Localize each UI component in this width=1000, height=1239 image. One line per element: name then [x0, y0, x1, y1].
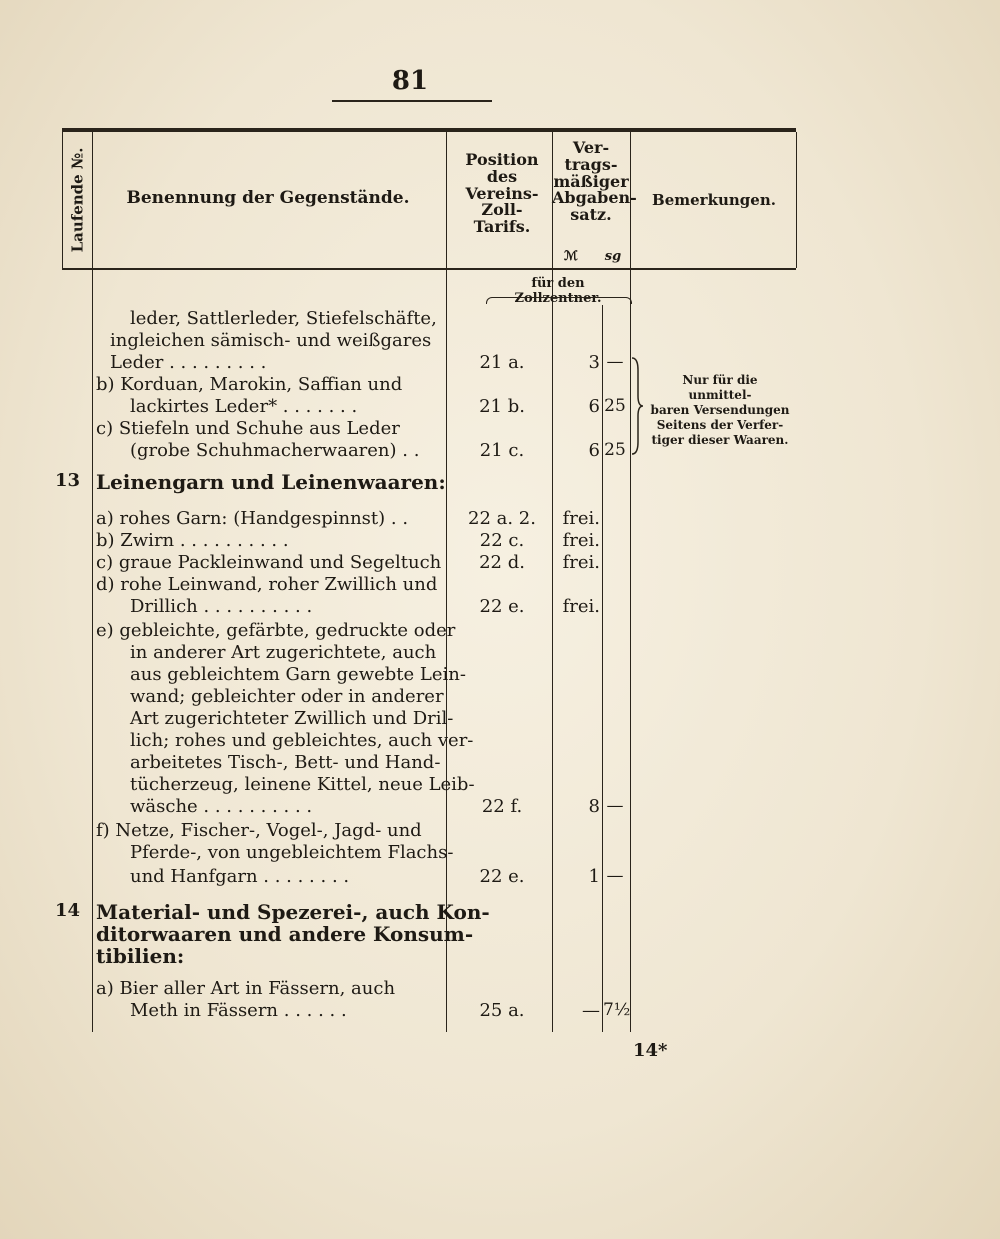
header-position: [452, 152, 552, 236]
item-text: aus gebleichtem Garn gewebte Lein-: [130, 664, 466, 685]
item-text: wäsche . . . . . . . . . .: [130, 796, 313, 817]
header-bemerkungen: Bemerkungen.: [652, 191, 776, 209]
item-text: e) gebleichte, gefärbte, gedruckte oder: [96, 620, 456, 641]
item-text: leder, Sattlerleder, Stiefelschäfte,: [130, 308, 437, 329]
item-text: b) Korduan, Marokin, Saffian und: [96, 374, 403, 395]
row-number: 14: [54, 900, 80, 921]
tariff-position: 22 d.: [479, 552, 525, 573]
header-line: trags-: [564, 154, 618, 174]
unit-note: für den Zollzentner.: [514, 276, 602, 306]
rate-silbergroschen: 25: [604, 440, 626, 460]
item-text: a) rohes Garn: (Handgespinnst) . .: [96, 508, 409, 529]
header-line: Ver-: [572, 138, 610, 157]
header-unit-sgr: sg: [604, 249, 622, 264]
page-number: 81: [391, 66, 429, 96]
header-line: satz.: [570, 205, 612, 225]
rate-silbergroschen: —: [606, 796, 624, 816]
signature-mark: 14*: [633, 1040, 668, 1061]
rate-thaler: —: [582, 1000, 600, 1021]
item-text: Drillich . . . . . . . . . .: [130, 596, 313, 617]
rate-thaler: frei.: [562, 596, 600, 617]
header-line: Zoll-: [481, 200, 523, 220]
item-text: c) graue Packleinwand und Segeltuch: [96, 552, 442, 573]
section-heading: ditorwaaren und andere Konsum-: [96, 922, 474, 946]
rate-thaler: 8: [588, 796, 600, 817]
section-heading: Material- und Spezerei-, auch Kon-: [96, 900, 490, 924]
column-line: [62, 132, 63, 268]
item-text: arbeitetes Tisch-, Bett- und Hand-: [130, 752, 441, 773]
header-bottom-rule: [62, 268, 796, 270]
item-text: (grobe Schuhmacherwaaren) . .: [130, 440, 420, 461]
header-laufende-nr: Laufende №.: [68, 147, 87, 253]
column-line: [630, 132, 631, 1032]
header-line: Abgaben-: [552, 188, 637, 208]
item-text: c) Stiefeln und Schuhe aus Leder: [96, 418, 400, 439]
row-number: 13: [54, 470, 80, 491]
tariff-position: 21 b.: [479, 396, 525, 417]
rate-thaler: frei.: [562, 508, 600, 529]
tariff-position: 21 c.: [479, 440, 525, 461]
item-text: Meth in Fässern . . . . . .: [130, 1000, 347, 1021]
tariff-position: 25 a.: [479, 1000, 525, 1021]
tariff-position: 22 c.: [479, 530, 525, 551]
item-text: a) Bier aller Art in Fässern, auch: [96, 978, 396, 999]
tariff-position: 22 a. 2.: [468, 508, 536, 529]
column-line: [446, 132, 447, 1032]
item-text: f) Netze, Fischer-, Vogel-, Jagd- und: [96, 820, 422, 841]
remark-line: Seitens der Verfer-: [656, 418, 784, 432]
column-line: [796, 132, 797, 268]
rate-silbergroschen: —: [606, 352, 624, 372]
header-benennung: Benennung der Gegenstände.: [126, 188, 410, 208]
tariff-position: 22 f.: [481, 796, 523, 817]
rate-thaler: 6: [588, 440, 600, 461]
remark-line: baren Versendungen: [650, 403, 790, 417]
item-text: ingleichen sämisch- und weißgares: [110, 330, 432, 351]
item-text: Art zugerichteter Zwillich und Dril-: [130, 708, 454, 729]
page-number-rule: [332, 100, 492, 102]
header-line: Vereins-: [465, 183, 539, 203]
column-line: [92, 132, 93, 1032]
item-text: tücherzeug, leinene Kittel, neue Leib-: [130, 774, 475, 795]
remark-line: Nur für die unmittel-: [682, 373, 758, 402]
item-text: b) Zwirn . . . . . . . . . .: [96, 530, 289, 551]
rate-thaler: 3: [588, 352, 600, 373]
rate-thaler: frei.: [562, 530, 600, 551]
rate-silbergroschen: —: [606, 866, 624, 886]
remark-brace: [630, 356, 644, 456]
table-top-rule: [62, 128, 796, 132]
item-text: lackirtes Leder* . . . . . . .: [130, 396, 358, 417]
header-line: des: [486, 166, 518, 186]
rate-silbergroschen: 25: [604, 396, 626, 416]
item-text: Leder . . . . . . . . .: [110, 352, 267, 373]
header-line: mäßiger: [553, 171, 629, 191]
rate-thaler: 6: [588, 396, 600, 417]
item-text: Pferde-, von ungebleichtem Flachs-: [130, 842, 454, 863]
tariff-position: 21 a.: [479, 352, 525, 373]
item-text: wand; gebleichter oder in anderer: [130, 686, 444, 707]
tariff-position: 22 e.: [479, 596, 525, 617]
remark-text: [650, 373, 790, 448]
section-heading: Leinengarn und Leinenwaaren:: [96, 470, 446, 494]
item-text: lich; rohes und gebleichtes, auch ver-: [130, 730, 474, 751]
header-vertragssatz: [552, 138, 637, 225]
item-text: d) rohe Leinwand, roher Zwillich und: [96, 574, 438, 595]
tariff-position: 22 e.: [479, 866, 525, 887]
item-text: in anderer Art zugerichtete, auch: [130, 642, 437, 663]
rate-thaler: 1: [588, 866, 600, 887]
unit-brace: [486, 297, 632, 304]
header-unit-thaler: ℳ: [564, 249, 578, 264]
section-heading: tibilien:: [96, 944, 185, 968]
item-text: und Hanfgarn . . . . . . . .: [130, 866, 350, 887]
rate-thaler: frei.: [562, 552, 600, 573]
column-line: [552, 132, 553, 1032]
header-line: Tarifs.: [473, 217, 531, 237]
header-line: Position: [465, 150, 539, 169]
rate-silbergroschen: 7½: [603, 1000, 631, 1020]
remark-line: tiger dieser Waaren.: [651, 433, 789, 447]
